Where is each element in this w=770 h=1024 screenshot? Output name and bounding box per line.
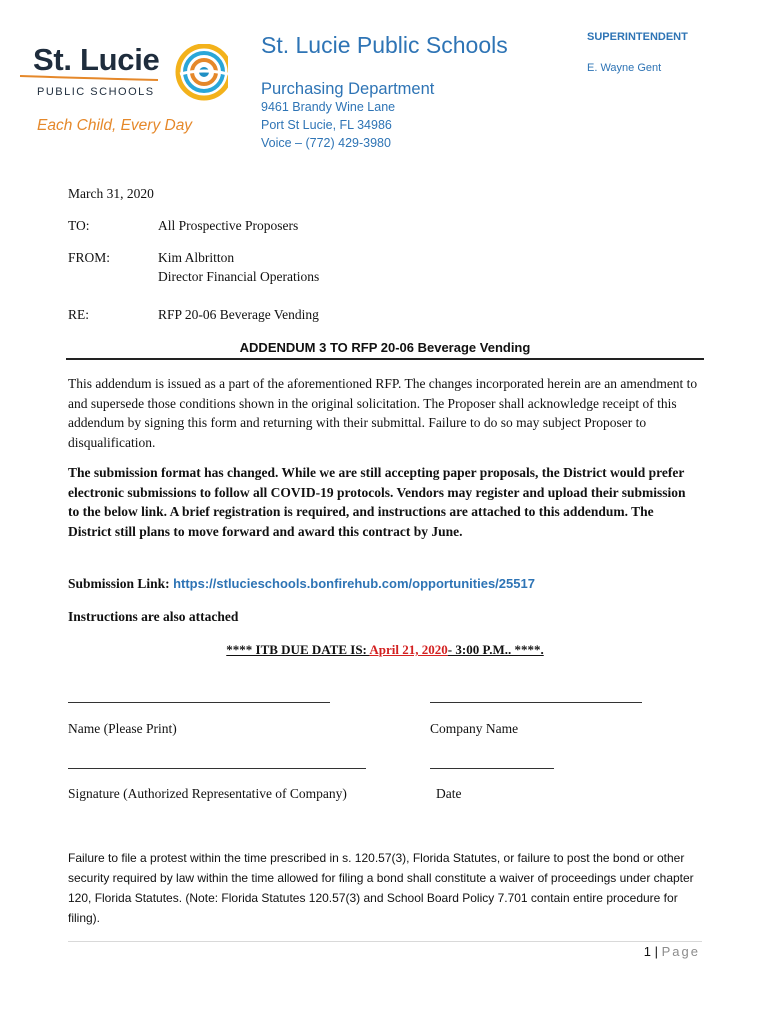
memo-to-label: TO: [68,218,90,233]
date-signature-line[interactable] [430,768,554,769]
addendum-title: ADDENDUM 3 TO RFP 20-06 Beverage Vending [239,340,531,355]
due-date-line [66,640,704,660]
header-title: St. Lucie Public Schools [261,32,508,58]
logo-subtitle: PUBLIC SCHOOLS [37,86,155,98]
page-rule [68,941,702,942]
protest-note: Failure to file a protest within the time prescribed in s. 120.57(3), Florida Statutes, or failure to post the bond or other security required by law within the time allowed for filing a bond shall constitute a waiver of proceedings under chapter 120, Florida Statutes. (Note: Florida Statutes 120.57(3) and School Board Policy 7.701 contain entire procedure for filing). [68,851,694,925]
memo-re-value: RFP 20-06 Beverage Vending [158,307,319,322]
logo-tagline: Each Child, Every Day [37,117,193,134]
submission-link[interactable]: https://stlucieschools.bonfirehub.com/opportunities/25517 [173,576,535,591]
due-date: April 21, 2020 [369,642,448,657]
authorized-signature-line[interactable] [68,768,366,769]
superintendent-name: E. Wayne Gent [587,62,662,74]
due-suffix: - 3:00 P.M.. ****. [447,642,544,657]
title-rule [66,358,704,360]
name-label: Name (Please Print) [68,721,177,736]
page-separator: | [651,944,662,959]
header-address-line1: 9461 Brandy Wine Lane [261,100,396,114]
header-department: Purchasing Department [261,80,435,98]
date-label: Date [436,786,462,801]
company-signature-line[interactable] [430,702,642,703]
submission-link-label: Submission Link: [68,576,170,591]
signature-label: Signature (Authorized Representative of Company) [68,786,347,801]
logo-emblem [18,44,228,104]
memo-from-name: Kim Albritton [158,250,235,265]
page-number-block [644,944,700,959]
memo-to-value: All Prospective Proposers [158,218,299,233]
memo-date: March 31, 2020 [68,186,154,201]
intro-paragraph: This addendum is issued as a part of the aforementioned RFP. The changes incorporated herein are an amendment to and supersede those conditions shown in the original solicitation. The Proposer shall acknowledge receipt of this addendum by signing this form and returning with their submittal. Failure to do so may subject Proposer to disqualification. [68,376,698,450]
submission-paragraph: The submission format has changed. While we are still accepting paper proposals, the District would prefer electronic submissions to follow all COVID-19 protocols. Vendors may register and upload their submission to the below link. A brief registration is required, and instructions are attached to this addendum. The District still plans to move forward and award this contract by June. [68,465,686,539]
memo-re-label: RE: [68,307,90,322]
submission-link-line [68,574,698,594]
superintendent-label: SUPERINTENDENT [587,31,688,43]
company-label: Company Name [430,721,519,736]
name-signature-line[interactable] [68,702,330,703]
page-word: Page [661,944,700,959]
memo-from-title: Director Financial Operations [158,269,320,284]
header-voice: Voice – (772) 429-3980 [261,136,391,150]
logo-name: St. Lucie [33,42,160,77]
due-prefix: **** ITB DUE DATE IS: [226,642,370,657]
memo-from-label: FROM: [68,250,111,265]
logo-swoosh [20,76,158,80]
page-number: 1 [643,944,652,959]
header-address-line2: Port St Lucie, FL 34986 [261,118,392,132]
instructions-note: Instructions are also attached [68,609,239,624]
